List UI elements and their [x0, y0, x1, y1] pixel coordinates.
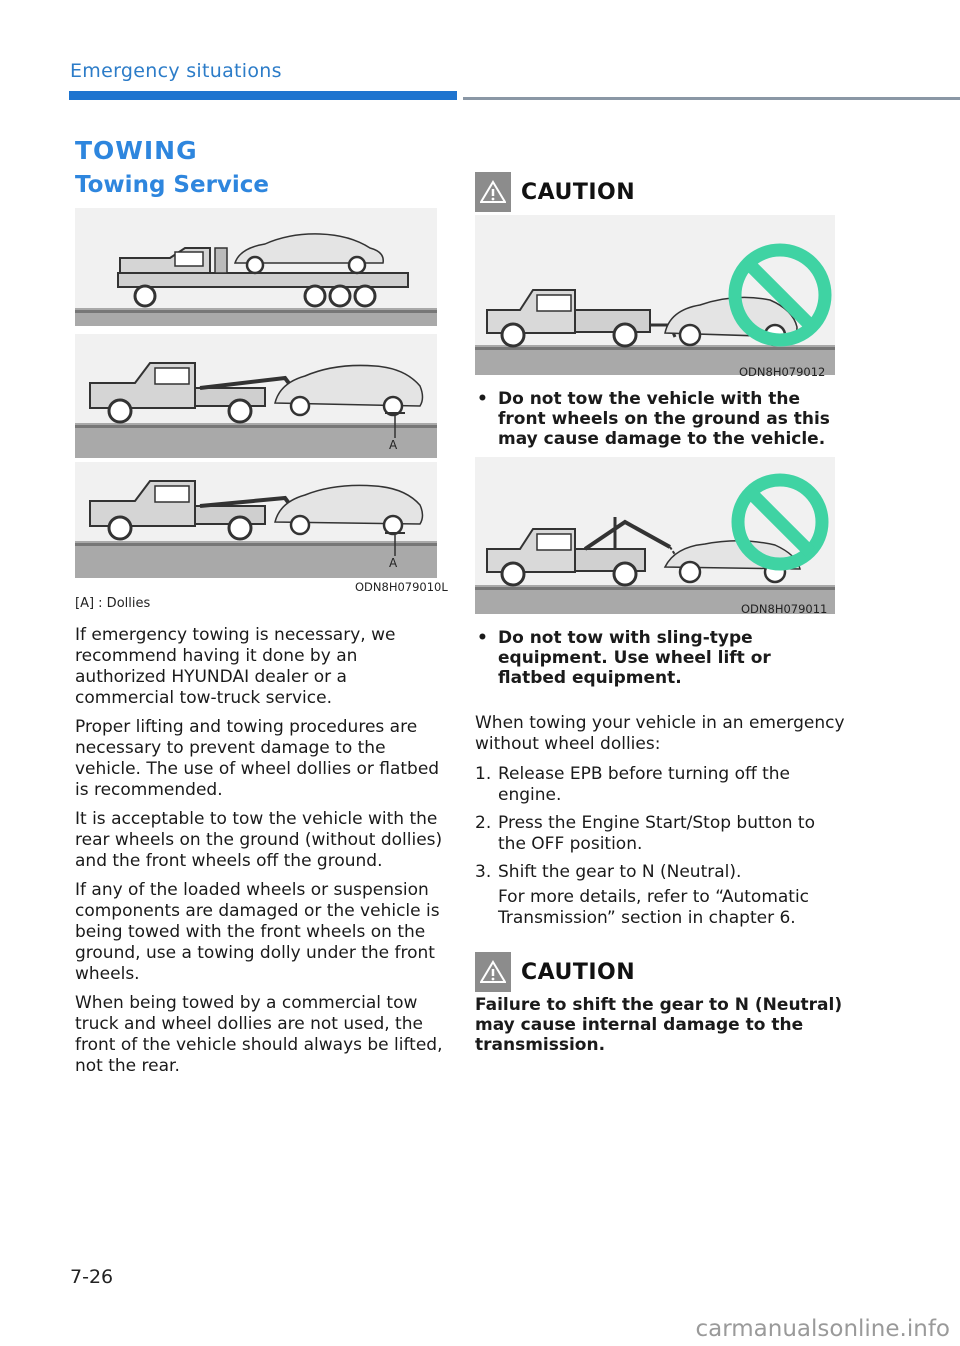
instructions-intro: When towing your vehicle in an emergency without wheel dollies:: [475, 713, 845, 754]
paragraph: Proper lifting and towing procedures are necessary to prevent damage to the vehicle. The use of wheel dollies or flatbed is recommended.: [75, 717, 440, 800]
caution-header: [475, 952, 635, 992]
step-note: For more details, refer to “Automatic Transmission” section in chapter 6.: [498, 887, 810, 928]
warning-triangle-icon: [475, 952, 511, 992]
sling-towing-figure: [475, 457, 835, 614]
caution-label: CAUTION: [521, 179, 636, 205]
step-item: 3. Shift the gear to N (Neutral).: [475, 862, 742, 882]
figure-caption: [A] : Dollies: [75, 596, 151, 611]
paragraph: It is acceptable to tow the vehicle with the rear wheels on the ground (without dollies) and the front wheels off the ground.: [75, 809, 443, 871]
towing-methods-figure: [75, 208, 437, 578]
caution-text: Failure to shift the gear to N (Neutral) may cause internal damage to the transmission.: [475, 995, 843, 1055]
towing-instructions-text: [75, 625, 443, 1085]
paragraph: When being towed by a commercial tow truck and wheel dollies are not used, the front of the vehicle should always be lifted, not the rear.: [75, 993, 443, 1076]
page-number: 7-26: [70, 1266, 114, 1288]
caution-label: CAUTION: [521, 959, 636, 985]
watermark: carmanualsonline.info: [695, 1316, 950, 1342]
figure-code: ODN8H079011: [741, 602, 828, 616]
caution-bullet: • Do not tow the vehicle with the front wheels on the ground as this may cause damage to the vehicle.: [477, 389, 830, 449]
header-rule: [463, 97, 960, 100]
paragraph: If any of the loaded wheels or suspension components are damaged or the vehicle is being towed with the front wheels on the ground, use a towing dolly under the front wheels.: [75, 880, 440, 984]
figure-code: ODN8H079010L: [355, 580, 448, 594]
figure-code: ODN8H079012: [739, 365, 826, 379]
header-accent-bar: [69, 91, 457, 100]
dolly-marker-a: A: [389, 438, 398, 452]
step-item: 2. Press the Engine Start/Stop button to the OFF position.: [475, 813, 815, 854]
section-title: Emergency situations: [70, 60, 282, 82]
main-heading: TOWING: [75, 136, 198, 165]
bullet-icon: •: [477, 628, 488, 648]
caution-bullet: • Do not tow with sling-type equipment. Use wheel lift or flatbed equipment.: [477, 628, 771, 688]
step-item: 1. Release EPB before turning off the engine.: [475, 764, 791, 805]
front-wheels-towing-figure: [475, 215, 835, 375]
caution-header: [475, 172, 635, 212]
dolly-marker-a-2: A: [389, 556, 398, 570]
paragraph: If emergency towing is necessary, we recommend having it done by an authorized HYUNDAI dealer or a commercial tow-truck service.: [75, 625, 396, 708]
warning-triangle-icon: [475, 172, 511, 212]
bullet-icon: •: [477, 389, 488, 409]
sub-heading: Towing Service: [75, 172, 270, 198]
